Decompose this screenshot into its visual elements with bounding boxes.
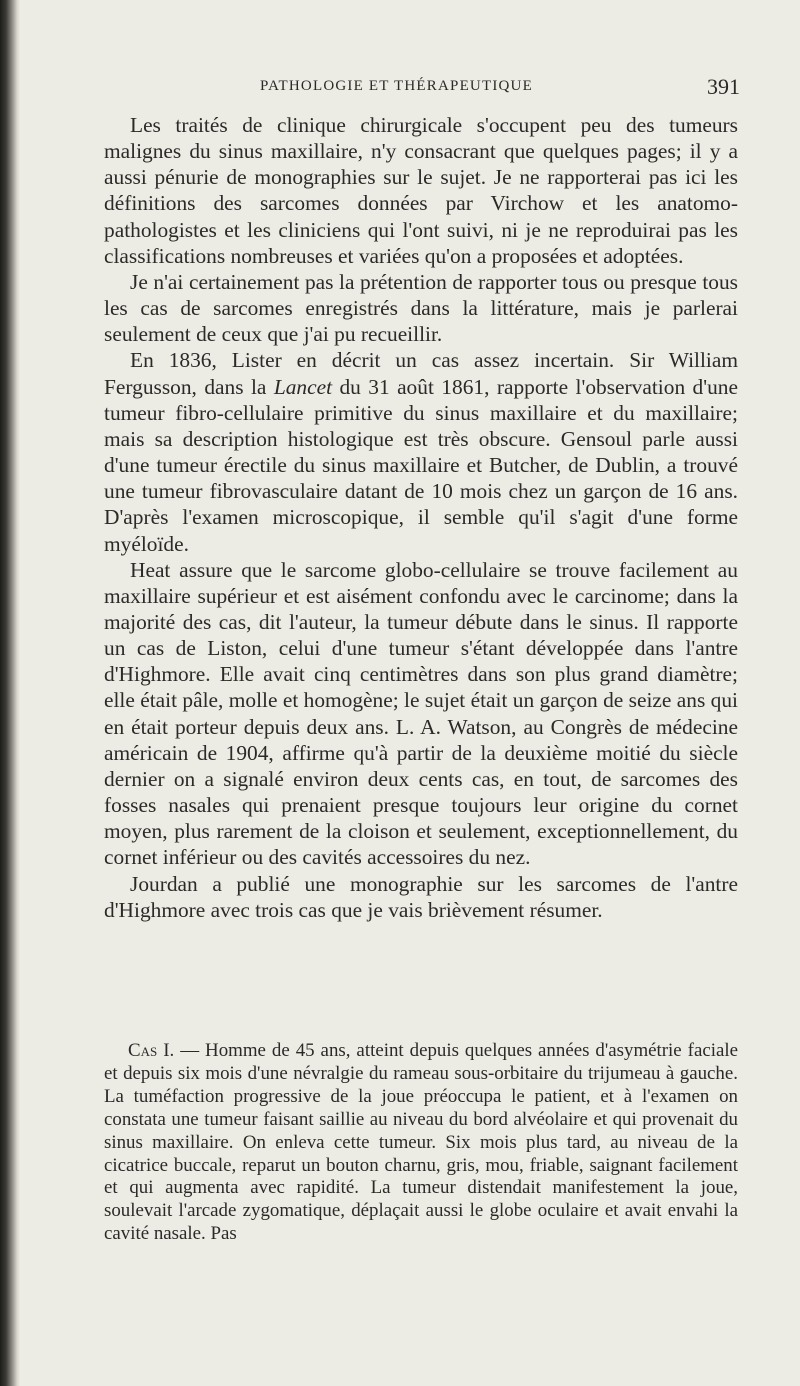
paragraph-1: Les traités de clinique chirurgicale s'occupent peu des tumeurs malignes du sinus maxillaire, n'y consacrant que quelques pages; il y a aussi pénurie de monographies sur le sujet. Je ne rapporterai pas ici les définitions des sarcomes données par Virchow et les anatomo-pathologistes et les cliniciens qui l'ont suivi, ni je ne reproduirai pas les classifications nombreuses et variées qu'on a proposées et adoptées. bbox=[104, 113, 738, 268]
case-text: — Homme de 45 ans, atteint depuis quelques années d'asymétrie faciale et depuis six mois d'une névralgie du rameau sous-orbitaire du trijumeau à gauche. La tuméfaction progressive de la joue préoccupa le patient, et à l'examen on constata une tumeur faisant saillie au niveau du bord alvéolaire et qui provenait du sinus maxillaire. On enleva cette tumeur. Six mois plus tard, au niveau de la cicatrice buccale, reparut un bouton charnu, gris, mou, friable, saignant facilement et qui augmenta avec rapidité. La tumeur distendait manifestement la joue, soulevait l'arcade zygomatique, déplaçait aussi le globe oculaire et avait envahi la cavité nasale. Pas bbox=[104, 1040, 738, 1245]
page-number: 391 bbox=[707, 74, 740, 99]
paragraph-3 bbox=[104, 347, 738, 556]
paragraph-2: Je n'ai certainement pas la prétention de rapporter tous ou presque tous les cas de sarcomes enregistrés dans la littérature, mais je parlerai seulement de ceux que j'ai pu recueillir. bbox=[104, 269, 738, 347]
paragraph-4: Heat assure que le sarcome globo-cellulaire se trouve facilement au maxillaire supérieur et est aisément confondu avec le carcinome; dans la majorité des cas, dit l'auteur, la tumeur débute dans le sinus. Il rapporte un cas de Liston, celui d'une tumeur s'étant développée dans l'antre d'Highmore. Elle avait cinq centimètres dans son plus grand diamètre; elle était pâle, molle et homogène; le sujet était un garçon de seize ans qui en était porteur depuis deux ans. L. A. Watson, au Congrès de médecine américain de 1904, affirme qu'à partir de la deuxième moitié du siècle dernier on a signalé environ deux cents cas, en tout, de sarcomes des fosses nasales qui prenaient presque toujours leur origine du cornet moyen, plus rarement de la cloison et seulement, exceptionnellement, du cornet inférieur ou des cavités accessoires du nez. bbox=[104, 557, 738, 870]
journal-title-lancet: Lancet bbox=[273, 374, 333, 399]
case-1-paragraph bbox=[104, 1040, 738, 1246]
main-text bbox=[104, 112, 738, 923]
paragraph-3-start: En 1836, Lister en décrit un cas assez incertain. Sir William Fergusson, dans la bbox=[104, 348, 738, 399]
page-binding-edge bbox=[0, 0, 20, 1386]
running-title: PATHOLOGIE ET THÉRAPEUTIQUE bbox=[260, 78, 533, 94]
page-header bbox=[100, 74, 740, 104]
paragraph-3-rest: du 31 août 1861, rapporte l'observation d'une tumeur fibro-cellulaire primitive du sinus maxillaire et du maxillaire; mais sa description histologique est très obscure. Gensoul parle aussi d'une tumeur érectile du sinus maxillaire et Butcher, de Dublin, a trouvé une tumeur fibrovasculaire datant de 10 mois chez un garçon de 16 ans. D'après l'examen microscopique, il semble qu'il s'agit d'une forme myéloïde. bbox=[104, 374, 738, 556]
case-label: Cas I. bbox=[128, 1040, 175, 1061]
case-report bbox=[104, 1040, 738, 1246]
paragraph-5: Jourdan a publié une monographie sur les sarcomes de l'antre d'Highmore avec trois cas que je vais brièvement résumer. bbox=[104, 871, 738, 922]
